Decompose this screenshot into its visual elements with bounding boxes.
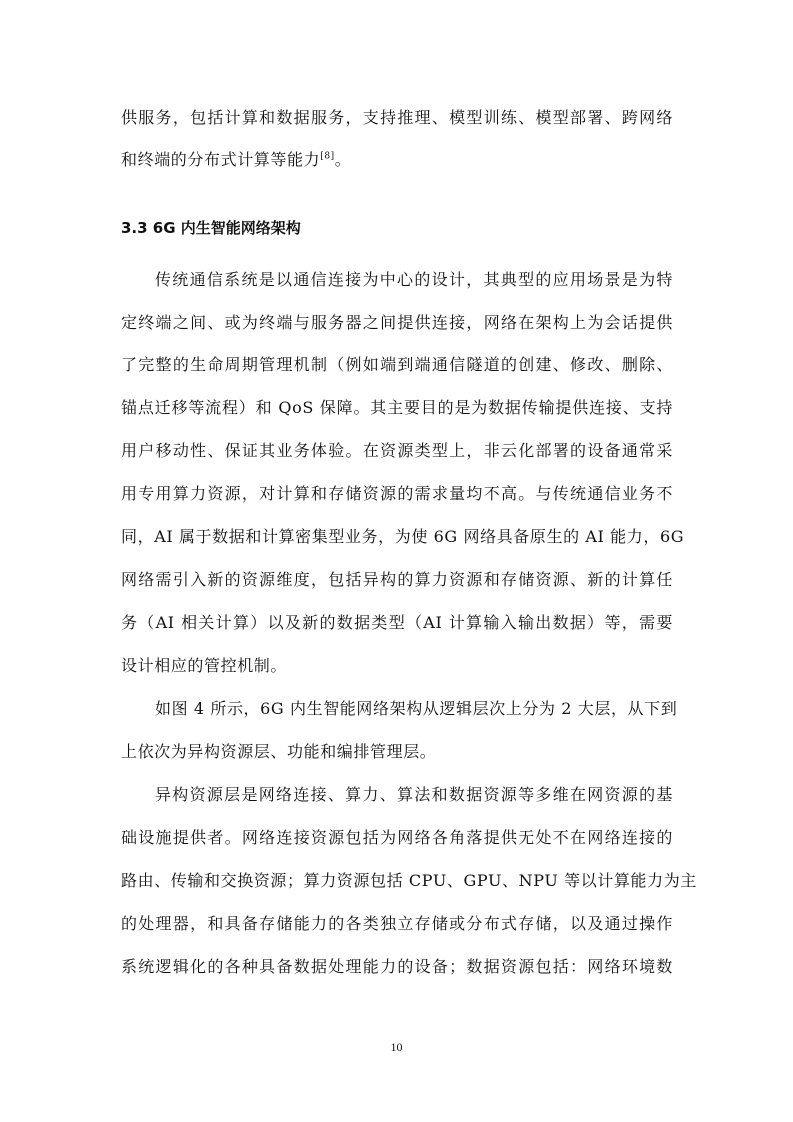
paragraph-line bbox=[121, 871, 697, 891]
paragraph-line bbox=[121, 527, 685, 547]
line-text: 。 bbox=[334, 150, 352, 169]
line-text: 如图 4 所示，6G 内生智能网络架构从逻辑层次上分为 2 大层，从下到 bbox=[155, 699, 678, 718]
line-text: 路由、传输和交换资源；算力资源包括 CPU、GPU、NPU 等以计算能力为主 bbox=[121, 871, 697, 890]
paragraph-line bbox=[121, 355, 673, 375]
line-text: 供服务，包括计算和数据服务，支持推理、模型训练、模型部署、跨网络 bbox=[121, 108, 673, 127]
paragraph-line bbox=[121, 108, 673, 128]
line-text: 同，AI 属于数据和计算密集型业务，为使 6G 网络具备原生的 AI 能力，6G bbox=[121, 527, 685, 546]
line-text: 定终端之间、或为终端与服务器之间提供连接，网络在架构上为会话提供 bbox=[121, 313, 673, 332]
paragraph-line bbox=[155, 270, 673, 290]
paragraph-line bbox=[121, 957, 673, 977]
citation-ref[interactable]: [8] bbox=[320, 151, 335, 162]
line-text: 异构资源层是网络连接、算力、算法和数据资源等多维在网资源的基 bbox=[155, 785, 673, 804]
line-text: 网络需引入新的资源维度，包括异构的算力资源和存储资源、新的计算任 bbox=[121, 570, 673, 589]
paragraph-line bbox=[121, 441, 673, 461]
line-text: 的处理器，和具备存储能力的各类独立存储或分布式存储，以及通过操作 bbox=[121, 914, 673, 933]
line-text: 用户移动性、保证其业务体验。在资源类型上，非云化部署的设备通常采 bbox=[121, 441, 673, 460]
line-text: 用专用算力资源，对计算和存储资源的需求量均不高。与传统通信业务不 bbox=[121, 484, 673, 503]
line-text: 设计相应的管控机制。 bbox=[121, 656, 288, 675]
paragraph-line bbox=[155, 785, 673, 805]
paragraph-line bbox=[121, 398, 673, 418]
paragraph-line bbox=[121, 570, 673, 590]
line-text: 锚点迁移等流程）和 QoS 保障。其主要目的是为数据传输提供连接、支持 bbox=[121, 398, 673, 417]
line-text: 上依次为异构资源层、功能和编排管理层。 bbox=[121, 742, 437, 761]
line-text: 系统逻辑化的各种具备数据处理能力的设备；数据资源包括：网络环境数 bbox=[121, 957, 673, 976]
page-number: 10 bbox=[390, 1040, 403, 1054]
paragraph-line bbox=[155, 699, 678, 719]
paragraph-line bbox=[121, 742, 673, 762]
line-text: 传统通信系统是以通信连接为中心的设计，其典型的应用场景是为特 bbox=[155, 270, 673, 289]
paragraph-line bbox=[121, 150, 673, 170]
paragraph-line bbox=[121, 828, 673, 848]
line-text: 和终端的分布式计算等能力 bbox=[121, 150, 321, 169]
paragraph-line bbox=[121, 313, 673, 333]
section-heading: 3.3 6G 内生智能网络架构 bbox=[121, 219, 301, 237]
paragraph-line bbox=[121, 656, 673, 676]
line-text: 务（AI 相关计算）以及新的数据类型（AI 计算输入输出数据）等，需要 bbox=[121, 613, 673, 632]
line-text: 础设施提供者。网络连接资源包括为网络各角落提供无处不在网络连接的 bbox=[121, 828, 673, 847]
paragraph-line bbox=[121, 613, 673, 633]
paragraph-line bbox=[121, 484, 673, 504]
paragraph-line bbox=[121, 914, 673, 934]
line-text: 了完整的生命周期管理机制（例如端到端通信隧道的创建、修改、删除、 bbox=[121, 355, 673, 374]
